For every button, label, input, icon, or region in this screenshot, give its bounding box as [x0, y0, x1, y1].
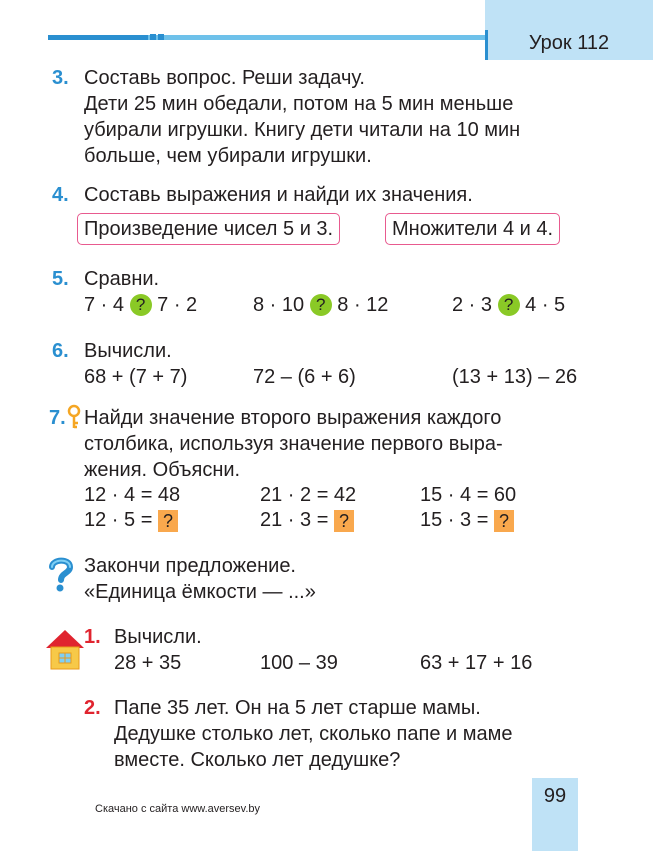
- calc-item: (13 + 13) – 26: [452, 366, 578, 388]
- header-dot: [150, 34, 156, 40]
- compare-right: 4 · 5: [525, 294, 566, 316]
- header-line-accent: [48, 35, 148, 40]
- compare-mark: ?: [498, 294, 520, 316]
- example-expression: 12 · 5 =: [84, 509, 153, 531]
- compare-item: [452, 292, 565, 318]
- task3-line: убирали игрушки. Книгу дети читали на 10 мин: [84, 119, 521, 141]
- question-line: «Единица ёмкости — ...»: [84, 581, 316, 603]
- task5-number: 5.: [52, 268, 69, 290]
- compare-item: [84, 292, 197, 318]
- task7-line: Найди значение второго выражения каждого: [84, 407, 502, 429]
- answer-mark: ?: [334, 510, 354, 532]
- page-number: 99: [543, 785, 567, 807]
- compare-left: 7 · 4: [84, 294, 125, 316]
- task3-number: 3.: [52, 67, 69, 89]
- home1-prompt: Вычисли.: [114, 626, 202, 648]
- header-dot: [158, 34, 164, 40]
- task3-line: Составь вопрос. Реши задачу.: [84, 67, 365, 89]
- source-note: Скачано с сайта www.aversev.by: [95, 803, 261, 815]
- question-mark-icon: [46, 556, 76, 592]
- example-expression: 15 · 3 =: [420, 509, 489, 531]
- task3-line: Дети 25 мин обедали, потом на 5 мин меньше: [84, 93, 514, 115]
- home2-line: Дедушке столько лет, сколько папе и маме: [114, 723, 513, 745]
- task3-line: больше, чем убирали игрушки.: [84, 145, 372, 167]
- compare-left: 2 · 3: [452, 294, 493, 316]
- compare-left: 8 · 10: [253, 294, 305, 316]
- task6-prompt: Вычисли.: [84, 340, 172, 362]
- calc-item: 72 – (6 + 6): [253, 366, 356, 388]
- task4-box-factors: Множители 4 и 4.: [385, 213, 560, 245]
- compare-item: [253, 292, 388, 318]
- lesson-title: Урок 112: [528, 32, 610, 54]
- home1-number: 1.: [84, 626, 101, 648]
- home2-line: Папе 35 лет. Он на 5 лет старше мамы.: [114, 697, 481, 719]
- task4-prompt: Составь выражения и найди их значения.: [84, 184, 473, 206]
- question-line: Закончи предложение.: [84, 555, 296, 577]
- home2-line: вместе. Сколько лет дедушке?: [114, 749, 401, 771]
- home2-number: 2.: [84, 697, 101, 719]
- compare-mark: ?: [310, 294, 332, 316]
- answer-mark: ?: [494, 510, 514, 532]
- task5-prompt: Сравни.: [84, 268, 160, 290]
- example-given: 15 · 4 = 60: [420, 484, 517, 506]
- house-icon: [44, 627, 86, 671]
- home-calc-item: 100 – 39: [260, 652, 338, 674]
- task7-line: столбика, используя значение первого выра-: [84, 433, 503, 455]
- example-expression: 21 · 3 =: [260, 509, 329, 531]
- calc-item: 68 + (7 + 7): [84, 366, 188, 388]
- task6-number: 6.: [52, 340, 69, 362]
- task4-number: 4.: [52, 184, 69, 206]
- home-calc-item: 28 + 35: [114, 652, 182, 674]
- compare-right: 8 · 12: [337, 294, 389, 316]
- task7-line: жения. Объясни.: [84, 459, 241, 481]
- compare-right: 7 · 2: [157, 294, 198, 316]
- example-find: [420, 507, 514, 533]
- example-given: 12 · 4 = 48: [84, 484, 181, 506]
- task4-box-product: Произведение чисел 5 и 3.: [77, 213, 340, 245]
- answer-mark: ?: [158, 510, 178, 532]
- key-icon: [66, 404, 82, 430]
- task7-number: 7.: [49, 407, 66, 429]
- example-find: [260, 507, 354, 533]
- example-find: [84, 507, 178, 533]
- home-calc-item: 63 + 17 + 16: [420, 652, 533, 674]
- example-given: 21 · 2 = 42: [260, 484, 357, 506]
- compare-mark: ?: [130, 294, 152, 316]
